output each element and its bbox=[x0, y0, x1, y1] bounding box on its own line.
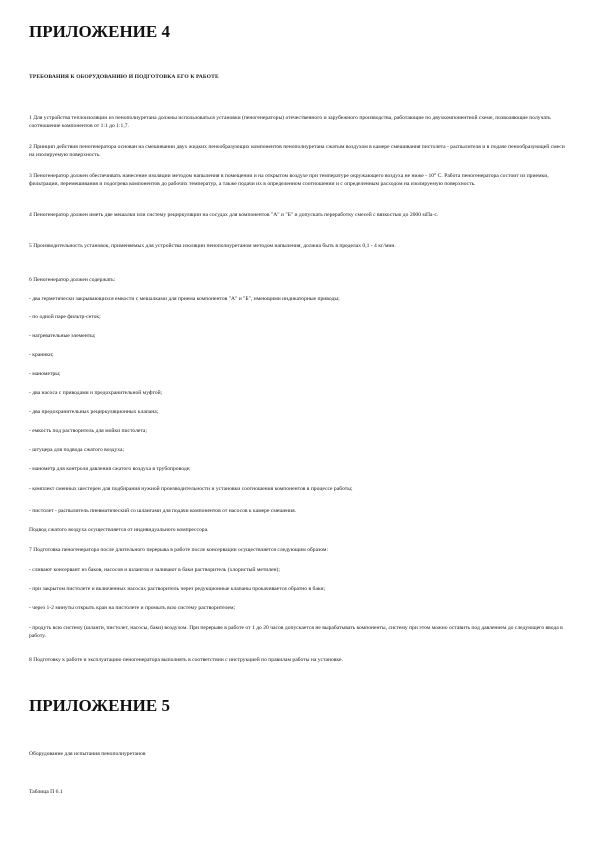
list-item: - краники; bbox=[29, 352, 54, 358]
appendix-5-subtitle: Оборудование для испытания пенополиуретанов bbox=[29, 751, 146, 757]
list-item: - штуцера для подвода сжатого воздуха; bbox=[29, 447, 125, 453]
list-item: - нагревательные элементы; bbox=[29, 333, 96, 339]
paragraph-5: 5 Производительность установок, применяемых для устройства изоляции пенополиуретаном методом напыления, должна быть в пределах 0,1 - 4 кг/мин. bbox=[29, 243, 396, 249]
list-item: - два герметически закрывающихся емкости с мешалками для приема компонентов "А" и "Б", имеющими индикаторные приводы; bbox=[29, 296, 340, 302]
paragraph-1: 1 Для устройства теплоизоляции из пенополиуретана должны использоваться установки (пеногенераторы) отечественного и зарубежного производства, работающие по двухкомпонентной схеме, позволяющие получать соотношение компонентов от 1:1 до 1:1,7. bbox=[29, 115, 551, 129]
list-item: - продуть всю систему (шланги, пистолет, насосы, баки) воздухом. При перерыве в работе от 1 до 20 часов допускается не вырабатывать компоненты, систему при этом можно оставить под давлением до следующего ввода в работу. bbox=[29, 625, 563, 639]
paragraph-3: 3 Пеногенератор должен обеспечивать нанесение изоляции методом напыления в помещении и на открытом воздухе при температуре окружающего воздуха не ниже - 10° С. Работа пеногенератора состоит из приемки, фильтрации, перемешивания и подогрева компонентов до рабочих температур, а также подачи их в определенном соотношении и с определенным расходом на изолируемую поверхность. bbox=[29, 173, 549, 187]
list-item: - манометр для контроля давления сжатого воздуха в трубопроводе; bbox=[29, 466, 191, 472]
list-item: - через 1-2 минуты открыть кран на пистолете и промыть всю систему растворителем; bbox=[29, 605, 236, 611]
paragraph-8: 8 Подготовку к работе и эксплуатацию пеногенератора выполнять в соответствии с инструкцией по правилам работы на установке. bbox=[29, 657, 343, 663]
paragraph-2: 2 Принцип действия пеногенератора основан на смешивании двух жидких пенообразующих компонентов пенополиуретана сжатым воздухом в камере смешивания пистолета - распылителя и в подаче пенообразующей смеси на изолируемую поверхность. bbox=[29, 144, 565, 158]
list-item: - манометры; bbox=[29, 371, 61, 377]
table-label: Таблица П 6.1 bbox=[29, 789, 63, 795]
paragraph-4: 4 Пеногенератор должен иметь две мешалки или систему рециркуляции на сосудах для компонентов "А" и "Б" и допускать переработку смесей с вязкостью до 2000 мПа·с. bbox=[29, 212, 439, 218]
list-item: - сливают консервант из баков, насосов и шлангов и заливают в баки растворитель (хлористый метилен); bbox=[29, 567, 280, 573]
list-item: - комплект сменных шестерен для подбирания нужной производительности и установки соотношения компонентов в процессе работы; bbox=[29, 486, 353, 492]
paragraph-7: 7 Подготовка пеногенератора после длительного перерыва в работе после консервации осуществляется следующим образом: bbox=[29, 547, 329, 553]
list-item: - два насоса с приводами и предохранительной муфтой; bbox=[29, 390, 163, 396]
air-supply-note: Подвод сжатого воздуха осуществляется от индивидуального компрессора. bbox=[29, 527, 209, 533]
appendix-5-heading: ПРИЛОЖЕНИЕ 5 bbox=[29, 696, 170, 715]
appendix-4-heading: ПРИЛОЖЕНИЕ 4 bbox=[29, 22, 170, 41]
paragraph-6: 6 Пеногенератор должен содержать: bbox=[29, 277, 116, 283]
list-item: - два предохранительных рециркуляционных клапана; bbox=[29, 409, 159, 415]
list-item: - при закрытом пистолете и включенных насосах растворитель через редукционные клапаны прокачивается обратно в баки; bbox=[29, 586, 326, 592]
list-item: - по одной паре фильтр-сеток; bbox=[29, 314, 101, 320]
list-item: - пистолет - распылитель пневматический со шлангами для подачи компонентов от насосов к камере смешения. bbox=[29, 508, 297, 514]
list-item: - емкость под растворитель для мойки пистолета; bbox=[29, 428, 147, 434]
appendix-4-subtitle: ТРЕБОВАНИЯ К ОБОРУДОВАНИЮ И ПОДГОТОВКА ЕГО К РАБОТЕ bbox=[29, 74, 219, 80]
